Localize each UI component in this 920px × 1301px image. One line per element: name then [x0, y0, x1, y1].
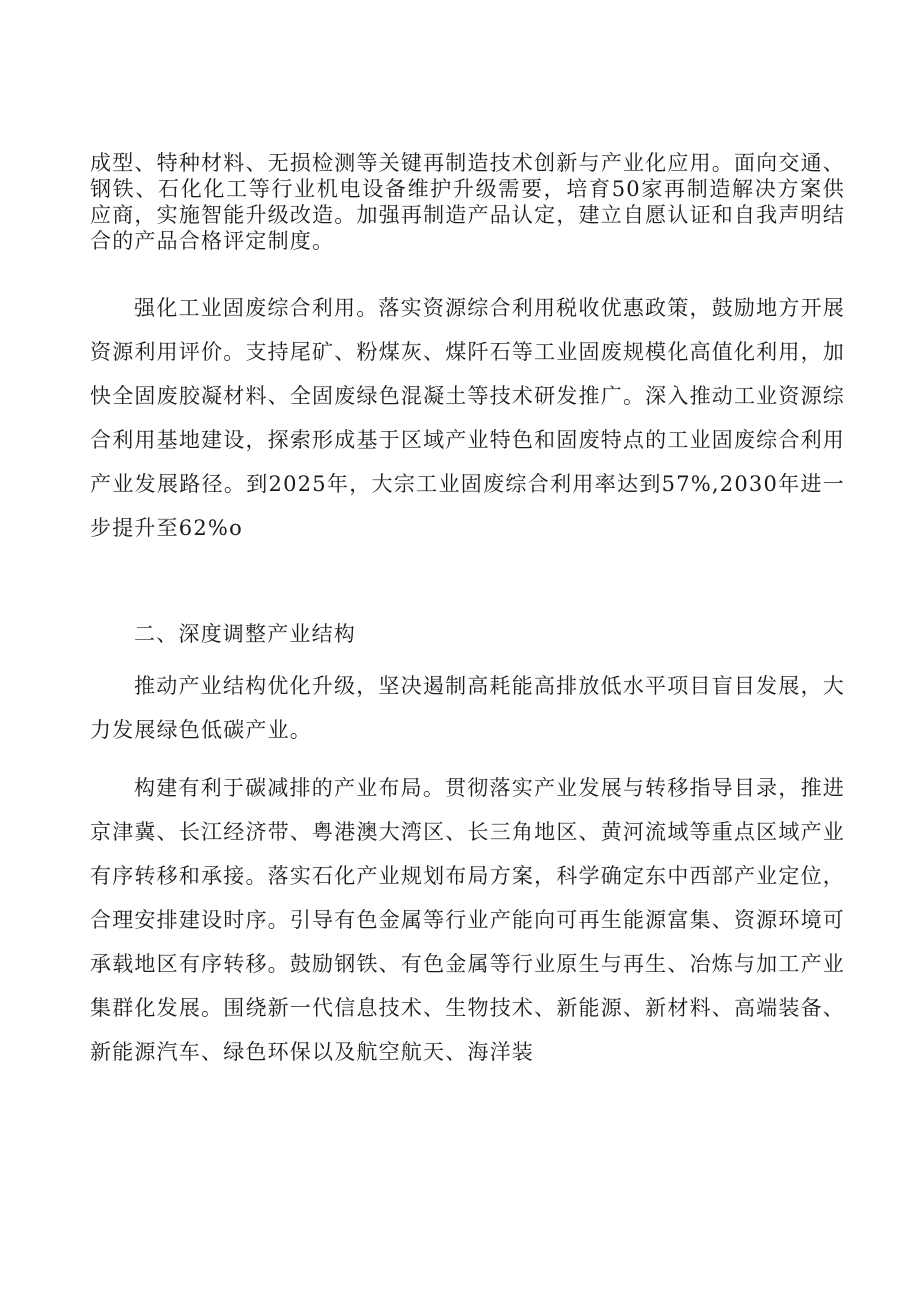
paragraph-structure-upgrade: 推动产业结构优化升级，坚决遏制高耗能高排放低水平项目盲目发展，大力发展绿色低碳产业。 [90, 674, 845, 742]
paragraph-industrial-solid-waste: 强化工业固废综合利用。落实资源综合利用税收优惠政策，鼓励地方开展资源利用评价。支持尾矿、粉煤灰、煤阡石等工业固废规模化高值化利用，加快全固废胶凝材料、全固废绿色混凝土等技术研发推广。深入推动工业资源综合利用基地建设，探索形成基于区域产业特色和固废特点的工业固废综合利用产业发展路径。到2025年，大宗工业固废综合利用率达到57%,2030年进一步提升至62%o [90, 296, 845, 540]
section-heading: 二、深度调整产业结构 [134, 622, 356, 646]
paragraph-remanufacturing: 成型、特种材料、无损检测等关键再制造技术创新与产业化应用。面向交通、钢铁、石化化工等行业机电设备维护升级需要，培育50家再制造解决方案供应商，实施智能升级改造。加强再制造产品认定，建立自愿认证和自我声明结合的产品合格评定制度。 [90, 151, 845, 253]
paragraph-industrial-layout: 构建有利于碳减排的产业布局。贯彻落实产业发展与转移指导目录，推进京津冀、长江经济带、粤港澳大湾区、长三角地区、黄河流域等重点区域产业有序转移和承接。落实石化产业规划布局方案，科学确定东中西部产业定位，合理安排建设时序。引导有色金属等行业产能向可再生能源富集、资源环境可承载地区有序转移。鼓励钢铁、有色金属等行业原生与再生、冶炼与加工产业集群化发展。围绕新一代信息技术、生物技术、新能源、新材料、高端装备、新能源汽车、绿色环保以及航空航天、海洋装 [90, 776, 845, 1064]
